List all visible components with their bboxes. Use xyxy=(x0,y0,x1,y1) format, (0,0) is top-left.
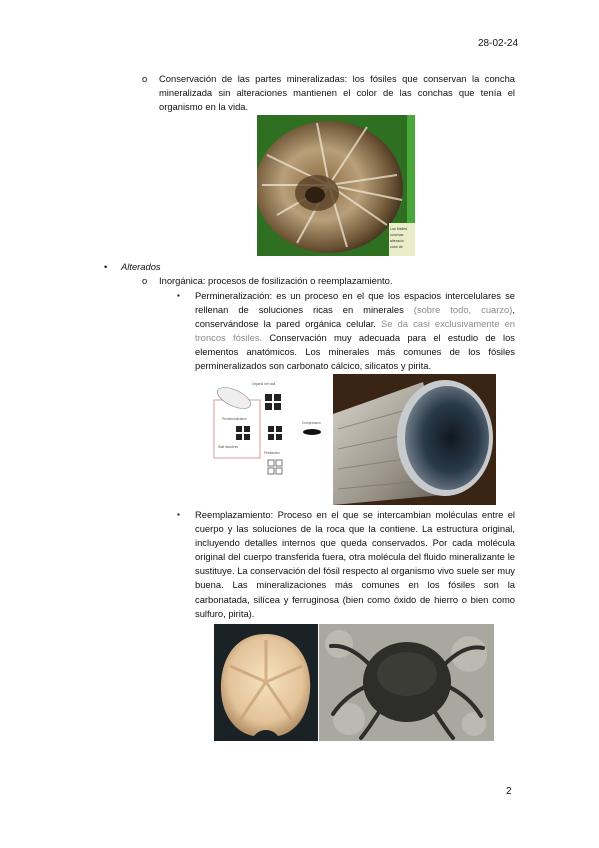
alterados-title: Alterados xyxy=(121,261,161,272)
permineralizacion-paragraph xyxy=(195,289,515,374)
permineralizacion-text-b: , conservándose la pared orgánica celular. xyxy=(195,304,515,330)
permineralizacion-text-a: Permineralización: es un proceso en el que los espacios intercelulares se rellenan de soluciones ricas en minerales xyxy=(195,290,515,316)
sub-bullet-marker: o xyxy=(142,73,148,84)
square-bullet-marker: ▪ xyxy=(177,510,180,519)
conservacion-paragraph xyxy=(159,72,515,114)
page-date: 28-02-24 xyxy=(478,38,519,49)
petrified-trunk-image xyxy=(333,374,496,505)
inorganica-text: Inorgánica: procesos de fosilización o reemplazamiento. xyxy=(159,275,393,286)
ammonite-fossil-image xyxy=(257,115,415,256)
permineralizacion-grey-a: (sobre todo, cuarzo) xyxy=(413,304,513,316)
permineralization-diagram-image xyxy=(212,374,333,505)
diagram-label-compression: Compression xyxy=(302,421,321,425)
arthropod-fossil-image xyxy=(319,624,494,741)
diagram-label-permineralization: Permineralization xyxy=(222,417,247,421)
sea-urchin-fossil-image xyxy=(214,624,318,741)
diagram-label-wall-dissolves: Wall dissolves xyxy=(218,445,239,449)
sub-bullet-marker: o xyxy=(142,275,148,286)
conservacion-label: Conservación de las partes mineralizadas: xyxy=(159,73,348,84)
ammonite-caption-line-1: Los fósiles xyxy=(390,227,407,231)
reemplazamiento-paragraph: Reemplazamiento: Proceso en el que se intercambian moléculas entre el cuerpo y las soluciones de la roca que la contiene. La estructura original, incluyendo detalles internos que queda conservados. Por cada molécula original del cuerpo transferida fuera, otra molécula del fluido mineralizante le sustituye. La conservación del fósil respecto al organismo vivo suele ser muy buena. Las mineralizaciones más comunes en los fósiles son la carbonatada, silícea y ferruginosa (bien como óxido de hierro o bien como sulfuro, pirita). xyxy=(195,509,515,619)
diagram-label-petrifaction: Petrifaction xyxy=(264,451,280,455)
ammonite-caption-line-2: conchas xyxy=(390,233,404,237)
diagram-label-organic: Organic cell wall xyxy=(252,382,276,386)
permineralizacion-text-c: Conservación muy adecuada para el estudio de los elementos anatómicos. Los minerales más comunes de los fósiles permineralizados son carbonato cálcico, silicatos y pirita. xyxy=(195,332,515,372)
ammonite-caption-line-4: color de xyxy=(390,245,403,249)
square-bullet-marker: ▪ xyxy=(177,291,180,300)
bullet-marker: • xyxy=(104,261,108,272)
page-number: 2 xyxy=(506,786,512,797)
ammonite-caption-line-3: alteracio xyxy=(390,239,404,243)
conservacion-text: los fósiles que conservan la concha mineralizada sin alteraciones mantienen el color de las conchas que tenía el organismo en la vida. xyxy=(159,73,516,113)
permineralizacion-grey-b: Se da casi exclusivamente en troncos fósiles. xyxy=(195,318,516,344)
